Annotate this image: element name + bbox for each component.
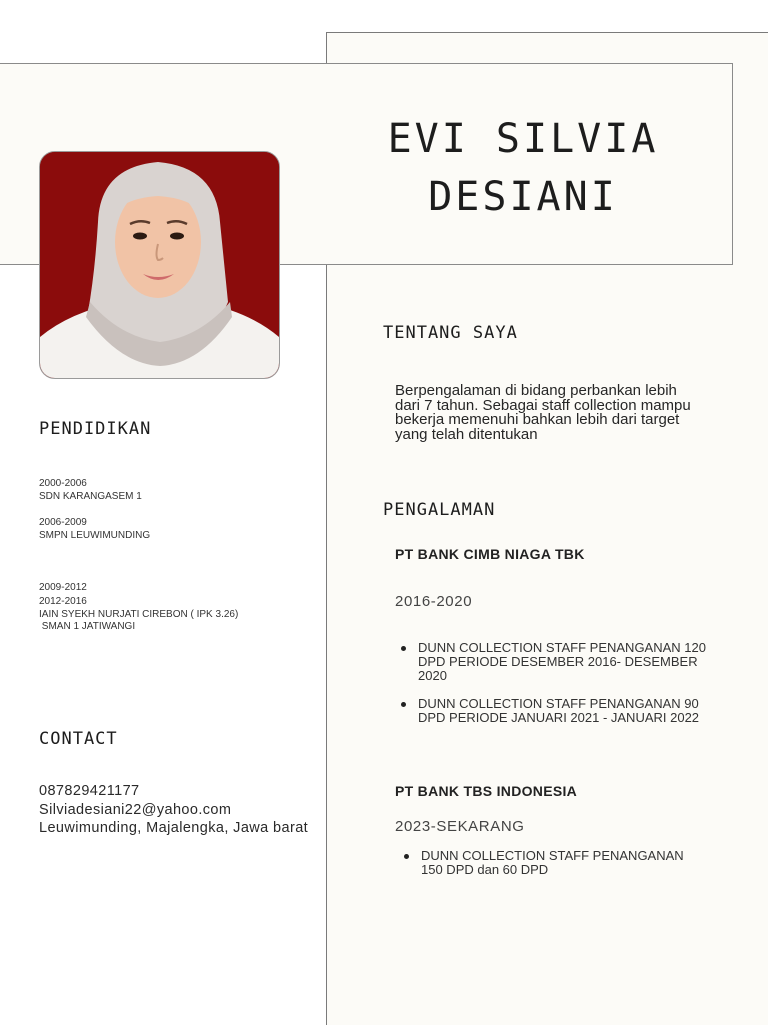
education-school: SMPN LEUWIMUNDING [39,530,151,541]
contact-address: Leuwimunding, Majalengka, Jawa barat [39,820,309,836]
job-period: 2016-2020 [395,593,473,610]
company-name: PT BANK TBS INDONESIA [395,783,578,799]
contact-heading: CONTACT [39,729,118,749]
experience-heading: PENGALAMAN [383,500,496,520]
duty-list [399,849,699,877]
name-line-2: DESIANI [428,174,618,220]
education-school: IAIN SYEKH NURJATI CIREBON ( IPK 3.26) [39,609,239,620]
education-years: 2000-2006 [39,478,87,489]
portrait-illustration [40,152,279,378]
education-item [39,516,150,542]
education-years: 2012-2016 [39,596,87,607]
name-line-1: EVI SILVIA [387,116,659,162]
education-heading: PENDIDIKAN [39,419,152,439]
contact-phone: 087829421177 [39,783,140,799]
duty-item: DUNN COLLECTION STAFF PENANGANAN 90 DPD PERIODE JANUARI 2021 - JANUARI 2022 [396,697,706,725]
company-name: PT BANK CIMB NIAGA TBK [395,546,585,562]
duty-item: DUNN COLLECTION STAFF PENANGANAN 150 DPD dan 60 DPD [399,849,699,877]
education-years: 2009-2012 [39,582,87,593]
education-years: 2006-2009 [39,517,87,528]
education-school: SMAN 1 JATIWANGI [39,621,136,632]
education-item [39,595,238,621]
full-name [336,110,710,226]
education-school: SDN KARANGASEM 1 [39,491,142,502]
job-period: 2023-SEKARANG [395,818,525,835]
about-text: Berpengalaman di bidang perbankan lebih dari 7 tahun. Sebagai staff collection mampu bekerja memenuhi bahkan lebih dari target yang telah ditentukan [395,382,691,443]
education-item [39,477,142,503]
contact-block [39,782,309,838]
profile-photo [39,151,280,379]
about-heading: TENTANG SAYA [383,323,518,343]
duty-list [396,641,706,725]
contact-email: Silviadesiani22@yahoo.com [39,801,232,818]
duty-item: DUNN COLLECTION STAFF PENANGANAN 120 DPD PERIODE DESEMBER 2016- DESEMBER 2020 [396,641,706,683]
